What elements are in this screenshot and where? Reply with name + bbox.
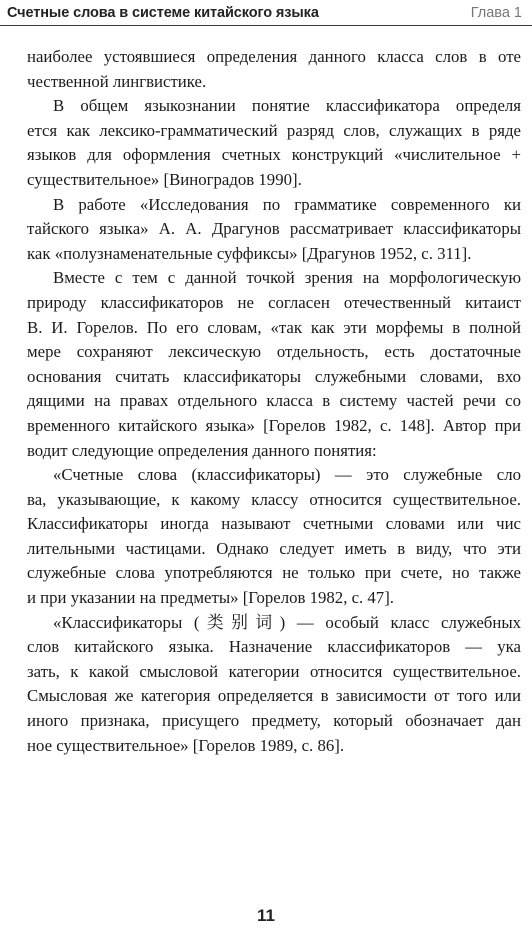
text-line: служебные слова употребляются не только при счете, но также — [27, 563, 521, 583]
text-line: языков для оформления счетных конструкций «числительное + — [27, 145, 521, 165]
text-line: временного китайского языка» [Горелов 1982, с. 148]. Автор при — [27, 415, 521, 435]
text-line: В. И. Горелов. По его словам, «так как эти морфемы в полной — [27, 317, 521, 337]
text-line: Классификаторы иногда называют счетными словами или чис — [27, 514, 521, 534]
text-line: ва, указывающие, к какому классу относится существительное. — [27, 489, 521, 509]
text-line: «Классификаторы (类别词) — особый класс служебных — [53, 612, 521, 632]
running-header — [0, 0, 532, 27]
text-line: слов китайского языка. Назначение классификаторов — ука — [27, 637, 521, 657]
text-line: мере сохраняют лексическую отдельность, есть достаточные — [27, 342, 521, 362]
text-line: основания считать классификаторы служебными словами, вхо — [27, 366, 521, 386]
text-line: В работе «Исследования по грамматике современного ки — [53, 194, 521, 214]
text-line: дящими на правах отдельного класса в систему частей речи со — [27, 391, 521, 411]
body-text — [27, 45, 521, 758]
text-line: ется как лексико-грамматический разряд слов, служащих в ряде — [27, 120, 521, 140]
text-line: В общем языкознании понятие классификатора определя — [53, 96, 521, 116]
text-line: Смысловая же категория определяется в зависимости от того или — [27, 686, 521, 706]
text-line: существительное» [Виноградов 1990]. — [27, 169, 302, 189]
text-line: тайского языка» А. А. Драгунов рассматривает классификаторы — [27, 219, 521, 239]
page-number: 11 — [257, 906, 275, 925]
text-line: «Счетные слова (классификаторы) — это служебные сло — [53, 465, 521, 485]
text-line: природу классификаторов не согласен отечественный китаист — [27, 292, 521, 312]
text-line: чественной лингвистике. — [27, 71, 207, 91]
text-line: Вместе с тем с данной точкой зрения на морфологическую — [53, 268, 521, 288]
text-line: зать, к какой смысловой категории относится существительное. — [27, 661, 521, 681]
text-line: как «полузнаменательные суффиксы» [Драгунов 1952, с. 311]. — [27, 243, 472, 263]
text-line: и при указании на предметы» [Горелов 1982, с. 47]. — [27, 588, 394, 608]
text-line: иного признака, присущего предмету, который обозначает дан — [27, 711, 521, 731]
text-line: лительными частицами. Однако следует иметь в виду, что эти — [27, 538, 521, 558]
header-divider — [0, 25, 532, 26]
text-line: водит следующие определения данного понятия: — [27, 440, 377, 460]
text-line: ное существительное» [Горелов 1989, с. 86]. — [27, 735, 345, 755]
text-line: наиболее устоявшиеся определения данного класса слов в оте — [27, 47, 521, 66]
running-header-title: Счетные слова в системе китайского языка — [7, 5, 319, 21]
running-header-chapter: Глава 1 — [470, 5, 522, 21]
